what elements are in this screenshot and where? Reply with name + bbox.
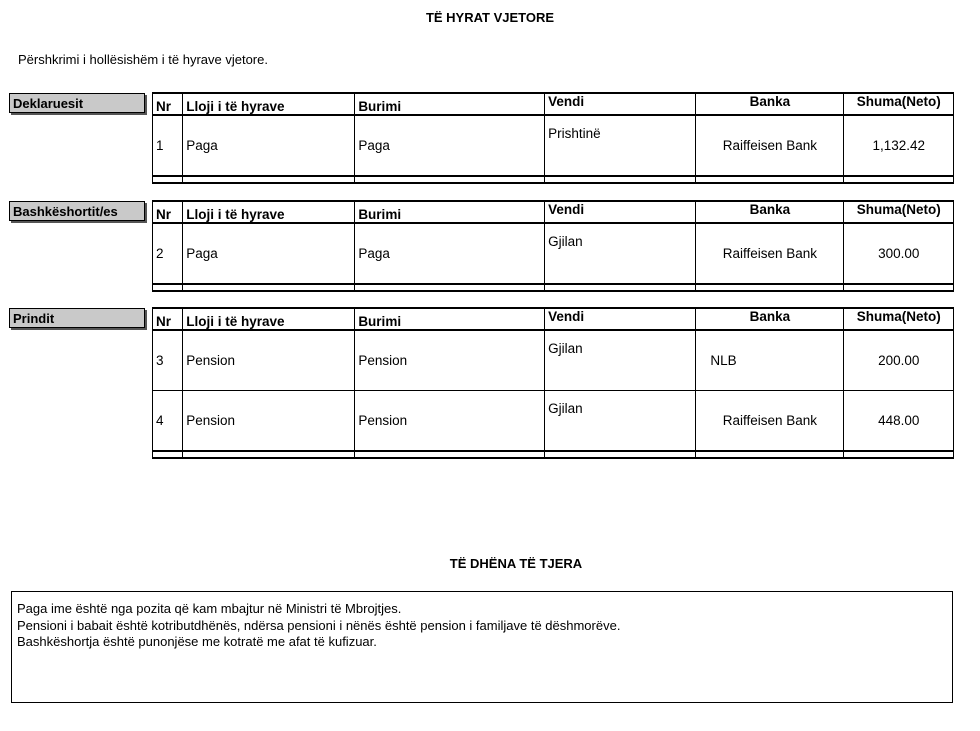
- table-row: [153, 115, 954, 176]
- income-table-deklaruesit: [152, 92, 954, 184]
- section-label-deklaruesit: Deklaruesit: [9, 93, 145, 113]
- cell-shuma: 200.00: [844, 330, 954, 391]
- header-burimi: Burimi: [355, 201, 545, 223]
- header-shuma: Shuma(Neto): [844, 201, 954, 223]
- cell-banka: Raiffeisen Bank: [696, 115, 844, 176]
- cell-burimi: Pension: [355, 330, 545, 391]
- header-nr: Nr: [153, 93, 183, 115]
- header-vendi: Vendi: [545, 308, 696, 330]
- cell-vendi: Gjilan: [545, 223, 696, 284]
- other-data-box: [11, 591, 953, 703]
- header-lloji: Lloji i të hyrave: [183, 308, 355, 330]
- cell-burimi: Paga: [355, 115, 545, 176]
- cell-lloji: Paga: [183, 115, 355, 176]
- cell-lloji: Pension: [183, 330, 355, 391]
- page-title: TË HYRAT VJETORE: [425, 10, 555, 25]
- page-subtitle: Përshkrimi i hollësishëm i të hyrave vjetore.: [18, 52, 268, 67]
- cell-shuma: 1,132.42: [844, 115, 954, 176]
- header-burimi: Burimi: [355, 93, 545, 115]
- other-line: Bashkëshortja është punonjëse me kotratë me afat të kufizuar.: [17, 634, 377, 649]
- cell-shuma: 448.00: [844, 391, 954, 452]
- table-row: [153, 330, 954, 391]
- cell-nr: 4: [153, 391, 183, 452]
- header-shuma: Shuma(Neto): [844, 93, 954, 115]
- table-row: [153, 223, 954, 284]
- header-lloji: Lloji i të hyrave: [183, 201, 355, 223]
- cell-nr: 3: [153, 330, 183, 391]
- header-burimi: Burimi: [355, 308, 545, 330]
- header-banka: Banka: [696, 201, 844, 223]
- cell-lloji: Pension: [183, 391, 355, 452]
- cell-burimi: Pension: [355, 391, 545, 452]
- other-data-title: TË DHËNA TË TJERA: [449, 556, 583, 571]
- cell-vendi: Prishtinë: [545, 115, 696, 176]
- section-label-prindit: Prindit: [9, 308, 145, 328]
- section-label-bashkeshortit: Bashkëshortit/es: [9, 201, 145, 221]
- header-banka: Banka: [696, 308, 844, 330]
- header-nr: Nr: [153, 201, 183, 223]
- header-vendi: Vendi: [545, 93, 696, 115]
- cell-banka: Raiffeisen Bank: [696, 223, 844, 284]
- other-line: Pensioni i babait është kotributdhënës, ndërsa pensioni i nënës është pension i familjave të dëshmorëve.: [17, 617, 621, 633]
- header-banka: Banka: [696, 93, 844, 115]
- income-table-prindit: [152, 307, 954, 459]
- header-vendi: Vendi: [545, 201, 696, 223]
- cell-banka: Raiffeisen Bank: [696, 391, 844, 452]
- cell-banka: NLB: [696, 330, 844, 391]
- income-table-bashkeshortit: [152, 200, 954, 292]
- cell-nr: 1: [153, 115, 183, 176]
- cell-vendi: Gjilan: [545, 391, 696, 452]
- cell-shuma: 300.00: [844, 223, 954, 284]
- cell-nr: 2: [153, 223, 183, 284]
- cell-burimi: Paga: [355, 223, 545, 284]
- cell-lloji: Paga: [183, 223, 355, 284]
- header-lloji: Lloji i të hyrave: [183, 93, 355, 115]
- table-row: [153, 391, 954, 452]
- header-shuma: Shuma(Neto): [844, 308, 954, 330]
- other-line: Paga ime është nga pozita që kam mbajtur në Ministri të Mbrojtjes.: [17, 601, 402, 616]
- cell-vendi: Gjilan: [545, 330, 696, 391]
- header-nr: Nr: [153, 308, 183, 330]
